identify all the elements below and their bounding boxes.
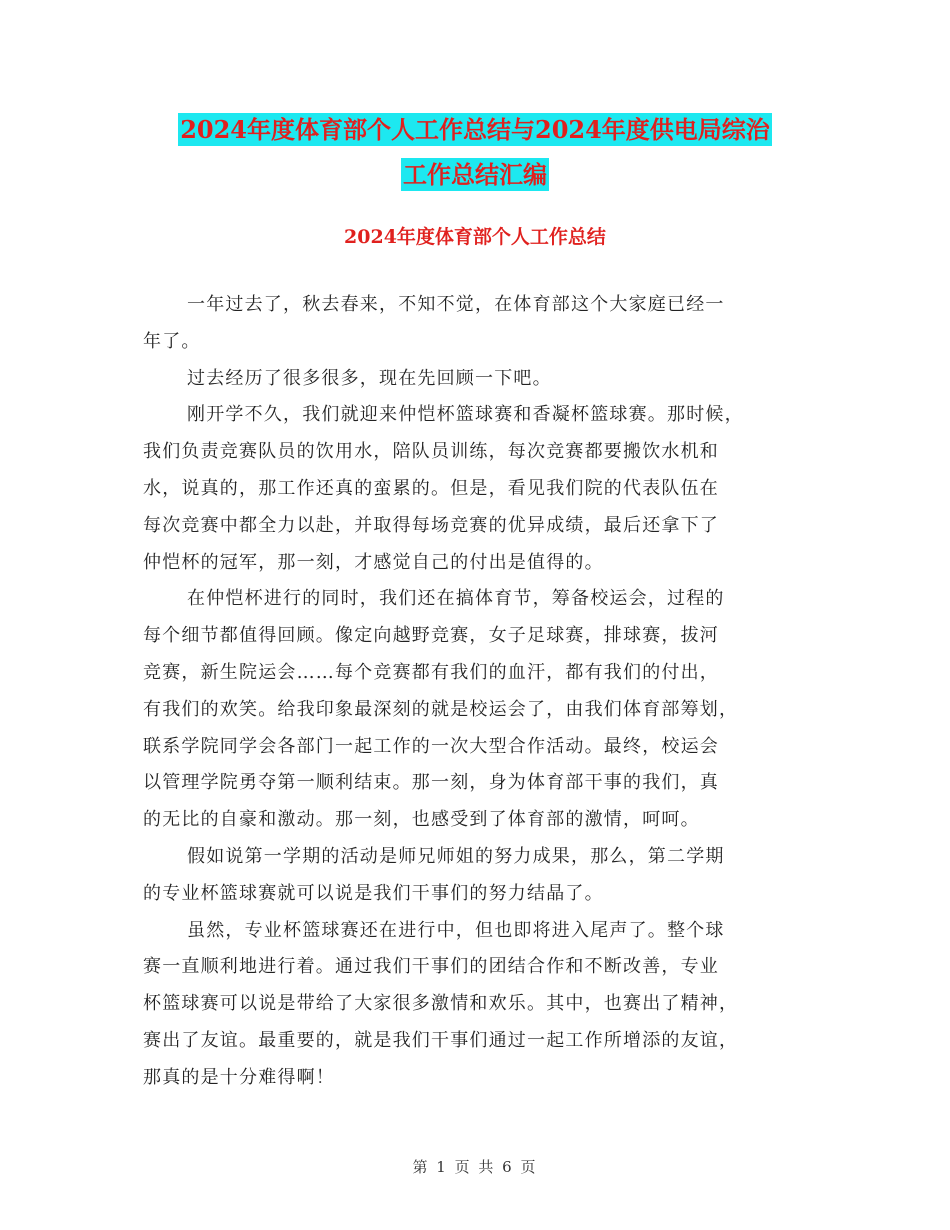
body-line: 年了。 bbox=[143, 330, 201, 352]
body-line: 假如说第一学期的活动是师兄师姐的努力成果，那么，第二学期 bbox=[187, 845, 725, 867]
body-line: 在仲恺杯进行的同时，我们还在搞体育节，筹备校运会，过程的 bbox=[187, 588, 725, 610]
document-title-line-1 bbox=[0, 110, 950, 145]
title-highlight: 2024年度体育部个人工作总结与2024年度供电局综治 bbox=[180, 115, 770, 144]
body-line: 一年过去了，秋去春来，不知不觉，在体育部这个大家庭已经一 bbox=[187, 294, 725, 315]
body-line: 以管理学院勇夺第一顺利结束。那一刻，身为体育部干事的我们，真 bbox=[143, 772, 719, 794]
body-line: 过去经历了很多很多，现在先回顾一下吧。 bbox=[187, 367, 552, 389]
page-footer: 第 1 页 共 6 页 bbox=[412, 1158, 538, 1176]
body-line: 竞赛，新生院运会……每个竞赛都有我们的血汗，都有我们的付出， bbox=[143, 661, 719, 683]
body-line: 有我们的欢笑。给我印象最深刻的就是校运会了，由我们体育部筹划， bbox=[143, 698, 739, 720]
body-line: 杯篮球赛可以说是带给了大家很多激情和欢乐。其中，也赛出了精神， bbox=[143, 993, 739, 1015]
body-line: 仲恺杯的冠军，那一刻，才感觉自己的付出是值得的。 bbox=[143, 551, 604, 573]
body-line: 赛出了友谊。最重要的，就是我们干事们通过一起工作所增添的友谊， bbox=[143, 1029, 739, 1051]
body-line: 虽然，专业杯篮球赛还在进行中，但也即将进入尾声了。整个球 bbox=[187, 919, 725, 941]
body-line: 那真的是十分难得啊！ bbox=[143, 1066, 335, 1088]
document-title-line-2 bbox=[0, 155, 950, 190]
body-line: 刚开学不久，我们就迎来仲恺杯篮球赛和香凝杯篮球赛。那时候， bbox=[187, 404, 744, 426]
body-line: 的无比的自豪和激动。那一刻，也感受到了体育部的激情，呵呵。 bbox=[143, 809, 700, 831]
body-line: 的专业杯篮球赛就可以说是我们干事们的努力结晶了。 bbox=[143, 882, 604, 904]
body-line: 联系学院同学会各部门一起工作的一次大型合作活动。最终，校运会 bbox=[143, 735, 719, 757]
body-line: 赛一直顺利地进行着。通过我们干事们的团结合作和不断改善，专业 bbox=[143, 956, 719, 978]
body-text bbox=[143, 287, 808, 1097]
body-line: 我们负责竞赛队员的饮用水，陪队员训练，每次竞赛都要搬饮水机和 bbox=[143, 441, 719, 463]
title-highlight: 工作总结汇编 bbox=[403, 160, 547, 189]
section-title: 2024年度体育部个人工作总结 bbox=[344, 226, 606, 248]
body-line: 每个细节都值得回顾。像定向越野竞赛，女子足球赛，排球赛，拔河 bbox=[143, 625, 719, 647]
body-line: 每次竞赛中都全力以赴，并取得每场竞赛的优异成绩，最后还拿下了 bbox=[143, 514, 719, 536]
body-line: 水，说真的，那工作还真的蛮累的。但是，看见我们院的代表队伍在 bbox=[143, 477, 719, 499]
